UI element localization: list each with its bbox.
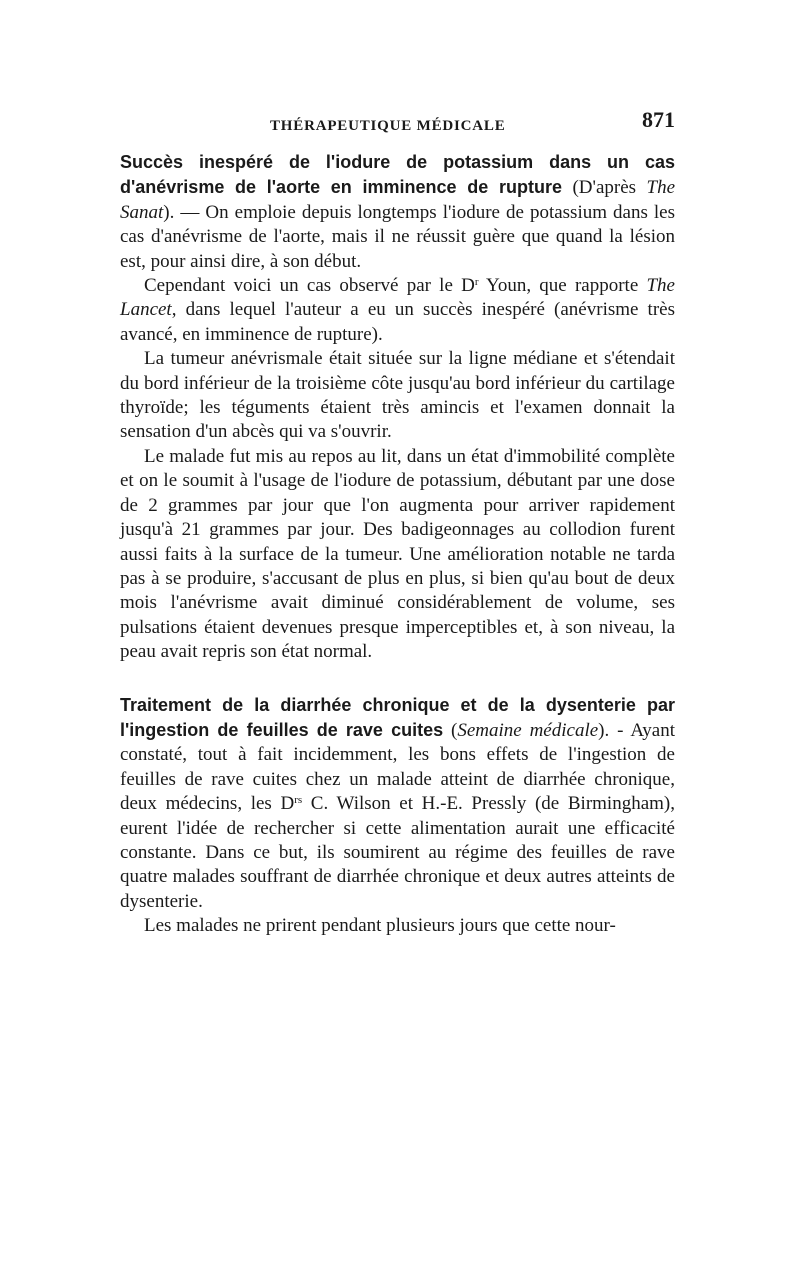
article-2-paragraph-1 [120,693,675,915]
article-2-paragraph-2: Les malades ne prirent pendant plusieurs jours que cette nour- [144,915,616,937]
article-2-source-open: ( [443,719,458,741]
book-page [120,108,675,939]
article-1-source-close: ). [163,201,175,223]
article-1-paragraph-4: Le malade fut mis au repos au lit, dans un état d'immobilité complète et on le soumit à l'usage de l'iodure de potassium, débutant par une dose de 2 grammes par jour que l'on augmenta pour arriver rapidement jusqu'à 21 grammes par jour. Des badigeonnages au collodion furent aussi faits à la surface de la tumeur. Une amélioration notable ne tarda pas à se produire, s'accusant de plus en plus, si bien qu'au bout de deux mois l'anévrisme avait diminué considérablement de volume, ses pulsations étaient devenues presque imperceptibles et, à son niveau, la peau avait repris son état normal. [120,445,675,663]
journal-name: The Lancet [120,275,675,321]
article-1-p2-text-b: Youn, que rapporte [478,275,647,297]
doctor-abbrev-sup: r [474,276,479,289]
running-header [120,108,675,136]
article-1-paragraph-3: La tumeur anévrismale était située sur la ligne médiane et s'étendait du bord inférieur de la troisième côte jusqu'au bord inférieur du cartilage thyroïde; les téguments étaient très amincis et l'examen donnait la sensation d'un abcès qui va s'ouvrir. [120,348,675,443]
article-2-source: Semaine médicale [457,719,599,741]
page-number: 871 [642,107,675,132]
article-2-p1-text-b: C. Wilson et H.-E. Pressly (de Birmingham), eurent l'idée de rechercher si cette alimentation aurait une efficacité constante. Dans ce but, ils soumirent au régime des feuilles de rave quatre malades souffrant de diarrhée chronique et deux autres atteints de dysenterie. [120,793,676,912]
article-1-source-open: (D'après [562,177,647,199]
article-1-p2-text-a: Cependant voici un cas observé par le D [144,275,475,297]
article-1-source: The Sanat [120,177,675,223]
article-1-paragraph-2 [120,274,675,347]
article-1-intro: — On emploie depuis longtemps l'iodure de potassium dans les cas d'anévrisme de l'aorte, mais il ne réussit guère que quand la lésion est, pour ainsi dire, à son début. [120,201,675,272]
doctors-abbrev-sup: rs [294,794,303,807]
article-1-title: Succès inespéré de l'iodure de potassium dans un cas d'anévrisme de l'aorte en imminence de rupture [120,152,675,198]
article-2-p1-text-a: Ayant constaté, tout à fait incidemment, les bons effets de l'ingestion de feuilles de rave cuites chez un malade atteint de diarrhée chronique, deux médecins, les D [120,719,676,815]
article-1-paragraph-1 [120,150,675,274]
article-1-p2-text-c: , dans lequel l'auteur a eu un succès inespéré (anévrisme très avancé, en imminence de rupture). [120,299,675,345]
running-title: THÉRAPEUTIQUE MÉDICALE [270,118,506,134]
article-2-source-close: ). - [598,719,624,741]
article-2-title: Traitement de la diarrhée chronique et de la dysenterie par l'ingestion de feuilles de rave cuites [120,694,675,740]
